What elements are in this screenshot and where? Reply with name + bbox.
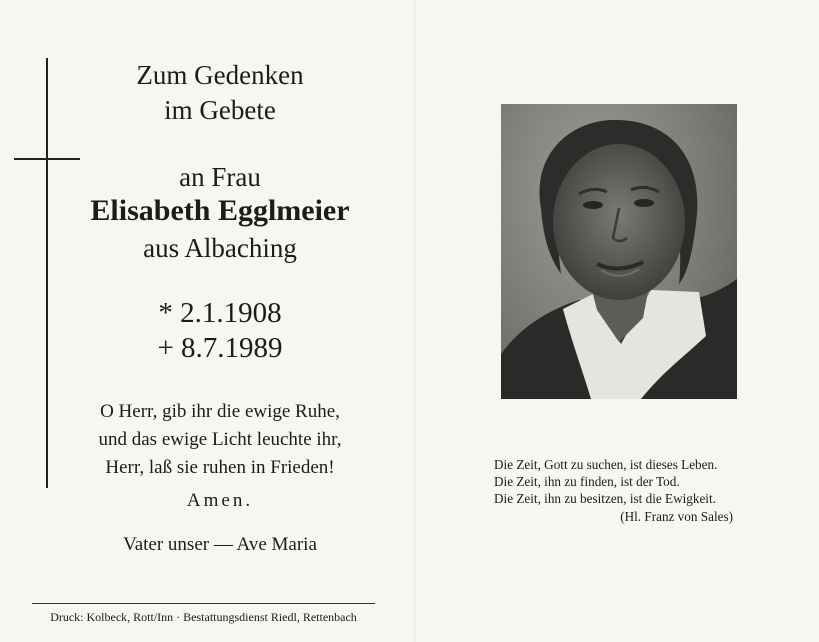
prayer-line-3: Herr, laß sie ruhen in Frieden! (105, 457, 335, 478)
death-date: + 8.7.1989 (157, 332, 283, 364)
origin-text: aus Albaching (143, 233, 297, 263)
closing-prayers: Vater unser — Ave Maria (123, 534, 317, 555)
portrait-photo (501, 104, 737, 399)
heading-line-2: im Gebete (164, 95, 276, 125)
fold-line (414, 0, 416, 642)
cross-icon (46, 58, 48, 488)
amen-text: Amen. (186, 490, 254, 511)
quote-line-3: Die Zeit, ihn zu besitzen, ist die Ewigkeit. (494, 491, 716, 506)
quote-attribution: (Hl. Franz von Sales) (620, 509, 733, 524)
cross-icon-bar (14, 158, 80, 160)
deceased-name: Elisabeth Egglmeier (90, 194, 350, 227)
prayer-line-1: O Herr, gib ihr die ewige Ruhe, (100, 401, 340, 422)
heading-line-1: Zum Gedenken (136, 60, 304, 90)
portrait-illustration (501, 104, 737, 399)
intro-text: an Frau (179, 162, 261, 192)
prayer-line-2: und das ewige Licht leuchte ihr, (98, 429, 342, 450)
quote-line-2: Die Zeit, ihn zu finden, ist der Tod. (494, 474, 680, 489)
divider (32, 603, 375, 604)
birth-date: * 2.1.1908 (158, 297, 282, 329)
quote-line-1: Die Zeit, Gott zu suchen, ist dieses Leben. (494, 457, 718, 472)
printer-credit: Druck: Kolbeck, Rott/Inn · Bestattungsdienst Riedl, Rettenbach (50, 610, 357, 624)
